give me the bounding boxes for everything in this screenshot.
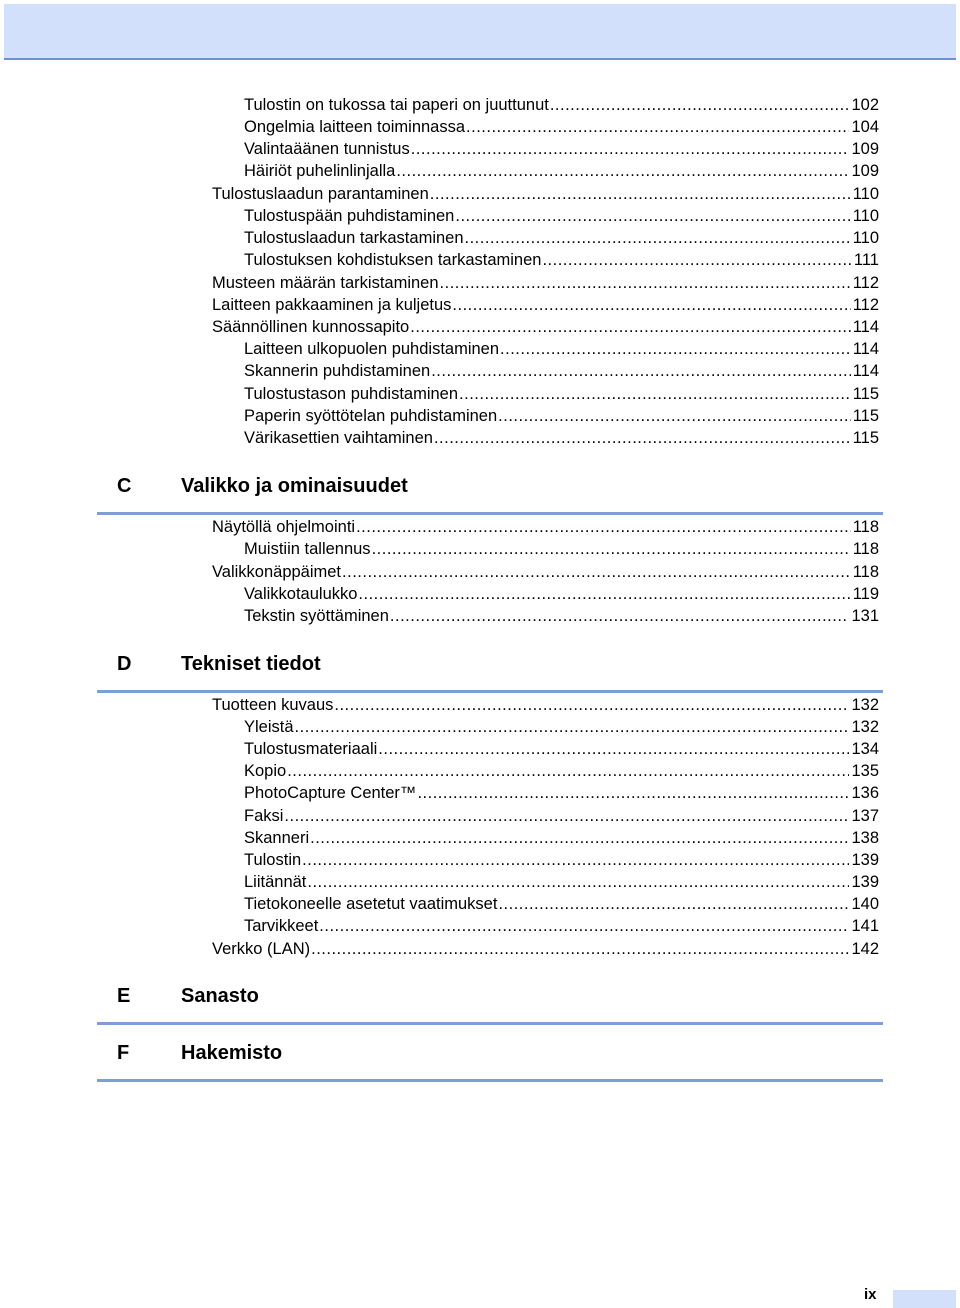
chapter-title: Hakemisto: [181, 1042, 283, 1064]
toc-entry-title: Tulostin on tukossa tai paperi on juuttunut: [244, 96, 549, 114]
toc-entry-page: 111: [853, 251, 879, 269]
toc-entry-title: Valintaäänen tunnistus: [244, 140, 410, 158]
toc-entry-page: 141: [851, 917, 879, 935]
chapter-letter: D: [117, 653, 132, 675]
dot-leader: [434, 427, 851, 449]
toc-entry[interactable]: [212, 561, 879, 583]
toc-entry[interactable]: [212, 294, 879, 316]
toc-entry-title: Säännöllinen kunnossapito: [212, 318, 410, 336]
dot-leader: [356, 516, 851, 538]
toc-entry-title: Tulostuslaadun parantaminen: [212, 185, 429, 203]
toc-entry[interactable]: [244, 538, 879, 560]
toc-entry[interactable]: [244, 827, 879, 849]
toc-entry-title: PhotoCapture Center™: [244, 784, 417, 802]
chapter-title: Tekniset tiedot: [181, 653, 321, 675]
toc-entry-title: Tulostin: [244, 851, 302, 869]
dot-leader: [396, 160, 849, 182]
toc-entry-page: 142: [851, 940, 879, 958]
toc-entry[interactable]: [244, 360, 879, 382]
toc-entry-page: 115: [852, 429, 879, 447]
toc-entry-title: Valikkonäppäimet: [212, 563, 342, 581]
toc-entry-page: 115: [852, 385, 879, 403]
toc-entry-title: Tietokoneelle asetetut vaatimukset: [244, 895, 498, 913]
toc-entry-page: 139: [851, 873, 879, 891]
toc-entry-page: 114: [852, 340, 879, 358]
toc-entry[interactable]: [244, 605, 879, 627]
toc-entry[interactable]: [244, 116, 879, 138]
dot-leader: [319, 915, 849, 937]
toc-entry-title: Skannerin puhdistaminen: [244, 362, 431, 380]
toc-entry-title: Ongelmia laitteen toiminnassa: [244, 118, 466, 136]
chapter-letter: E: [117, 985, 131, 1007]
dot-leader: [311, 938, 849, 960]
toc-entry-page: 118: [852, 518, 879, 536]
toc-entry-title: Tarvikkeet: [244, 917, 319, 935]
toc-entry[interactable]: [244, 871, 879, 893]
dot-leader: [287, 760, 849, 782]
header-band: [4, 4, 956, 60]
toc-entry[interactable]: [244, 383, 879, 405]
toc-entry-page: 118: [852, 540, 879, 558]
toc-entry-page: 139: [851, 851, 879, 869]
toc-entry[interactable]: [244, 738, 879, 760]
toc-entry-page: 110: [852, 185, 879, 203]
dot-leader: [440, 272, 851, 294]
toc-entry-page: 135: [851, 762, 879, 780]
toc-entry-title: Värikasettien vaihtaminen: [244, 429, 433, 447]
toc-entry-page: 138: [851, 829, 879, 847]
toc-entry-page: 118: [852, 563, 879, 581]
dot-leader: [358, 583, 850, 605]
dot-leader: [334, 694, 849, 716]
dot-leader: [284, 805, 849, 827]
toc-entry[interactable]: [244, 138, 879, 160]
toc-entry[interactable]: [212, 316, 879, 338]
toc-entry[interactable]: [244, 760, 879, 782]
toc-entry-title: Skanneri: [244, 829, 310, 847]
dot-leader: [500, 338, 851, 360]
page-number: ix: [864, 1286, 877, 1303]
toc-entry[interactable]: [244, 205, 879, 227]
dot-leader: [372, 538, 851, 560]
chapter-heading-e[interactable]: [97, 982, 883, 1025]
dot-leader: [459, 383, 851, 405]
toc-entry-page: 104: [851, 118, 879, 136]
dot-leader: [417, 782, 849, 804]
toc-entry[interactable]: [244, 338, 879, 360]
toc-entry-title: Muistiin tallennus: [244, 540, 371, 558]
dot-leader: [431, 360, 850, 382]
toc-entry[interactable]: [244, 716, 879, 738]
toc-entry-page: 119: [852, 585, 879, 603]
dot-leader: [498, 893, 849, 915]
toc-entry-page: 110: [852, 229, 879, 247]
toc-entry-page: 131: [851, 607, 879, 625]
toc-entry-title: Verkko (LAN): [212, 940, 311, 958]
toc-entry[interactable]: [212, 516, 879, 538]
dot-leader: [310, 827, 849, 849]
dot-leader: [295, 716, 850, 738]
toc-entry-title: Tulostuspään puhdistaminen: [244, 207, 455, 225]
chapter-heading-c[interactable]: [97, 472, 883, 515]
toc-entry-title: Näytöllä ohjelmointi: [212, 518, 356, 536]
chapter-title: Sanasto: [181, 985, 259, 1007]
toc-entry[interactable]: [212, 183, 879, 205]
toc-entry[interactable]: [212, 938, 879, 960]
toc-entry[interactable]: [244, 805, 879, 827]
toc-entry-title: Laitteen pakkaaminen ja kuljetus: [212, 296, 452, 314]
toc-entry[interactable]: [244, 160, 879, 182]
footer-bar: [893, 1290, 956, 1308]
toc-entry[interactable]: [244, 915, 879, 937]
dot-leader: [307, 871, 849, 893]
toc-entry-page: 110: [852, 207, 879, 225]
toc-entry-page: 114: [852, 362, 879, 380]
dot-leader: [302, 849, 849, 871]
toc-entry-page: 132: [851, 696, 879, 714]
dot-leader: [378, 738, 849, 760]
toc-entry-page: 134: [851, 740, 879, 758]
toc-entry-page: 112: [852, 274, 879, 292]
toc-entry-title: Musteen määrän tarkistaminen: [212, 274, 439, 292]
toc-entry[interactable]: [244, 227, 879, 249]
dot-leader: [466, 116, 849, 138]
toc-entry[interactable]: [244, 427, 879, 449]
dot-leader: [430, 183, 851, 205]
toc-entry[interactable]: [212, 694, 879, 716]
dot-leader: [410, 316, 850, 338]
toc-entry[interactable]: [244, 583, 879, 605]
toc-entry[interactable]: [244, 849, 879, 871]
toc-entry-title: Tulostuslaadun tarkastaminen: [244, 229, 464, 247]
toc-entry-page: 132: [851, 718, 879, 736]
toc-entry-title: Paperin syöttötelan puhdistaminen: [244, 407, 498, 425]
toc-entry[interactable]: [244, 94, 879, 116]
dot-leader: [465, 227, 851, 249]
toc-entry-page: 112: [852, 296, 879, 314]
toc-entry-title: Kopio: [244, 762, 287, 780]
dot-leader: [550, 94, 850, 116]
toc-entry-title: Tekstin syöttäminen: [244, 607, 389, 625]
toc-entry-title: Häiriöt puhelinlinjalla: [244, 162, 396, 180]
toc-entry[interactable]: [244, 405, 879, 427]
toc-entry-title: Liitännät: [244, 873, 307, 891]
dot-leader: [452, 294, 850, 316]
toc-entry-title: Laitteen ulkopuolen puhdistaminen: [244, 340, 500, 358]
dot-leader: [342, 561, 851, 583]
dot-leader: [542, 249, 851, 271]
toc-entry-title: Yleistä: [244, 718, 294, 736]
toc-entry[interactable]: [244, 782, 879, 804]
chapter-heading-f[interactable]: [97, 1039, 883, 1082]
chapter-title: Valikko ja ominaisuudet: [181, 475, 408, 497]
toc-entry-title: Tulostuksen kohdistuksen tarkastaminen: [244, 251, 542, 269]
toc-entry-title: Valikkotaulukko: [244, 585, 358, 603]
chapter-letter: C: [117, 475, 132, 497]
toc-entry[interactable]: [212, 272, 879, 294]
toc-entry-page: 109: [851, 140, 879, 158]
toc-entry-title: Faksi: [244, 807, 284, 825]
toc-entry-title: Tulostustason puhdistaminen: [244, 385, 459, 403]
dot-leader: [390, 605, 850, 627]
toc-entry-page: 140: [851, 895, 879, 913]
dot-leader: [498, 405, 851, 427]
toc-entry-page: 114: [852, 318, 879, 336]
toc-entry-page: 115: [852, 407, 879, 425]
toc-entry[interactable]: [244, 249, 879, 271]
toc-entry-page: 109: [851, 162, 879, 180]
dot-leader: [455, 205, 850, 227]
chapter-letter: F: [117, 1042, 130, 1064]
chapter-heading-d[interactable]: [97, 650, 883, 693]
toc-entry-title: Tuotteen kuvaus: [212, 696, 334, 714]
toc-entry-page: 137: [851, 807, 879, 825]
toc-entry-page: 136: [851, 784, 879, 802]
toc-entry[interactable]: [244, 893, 879, 915]
toc-entry-page: 102: [851, 96, 879, 114]
toc-entry-title: Tulostusmateriaali: [244, 740, 378, 758]
dot-leader: [411, 138, 850, 160]
